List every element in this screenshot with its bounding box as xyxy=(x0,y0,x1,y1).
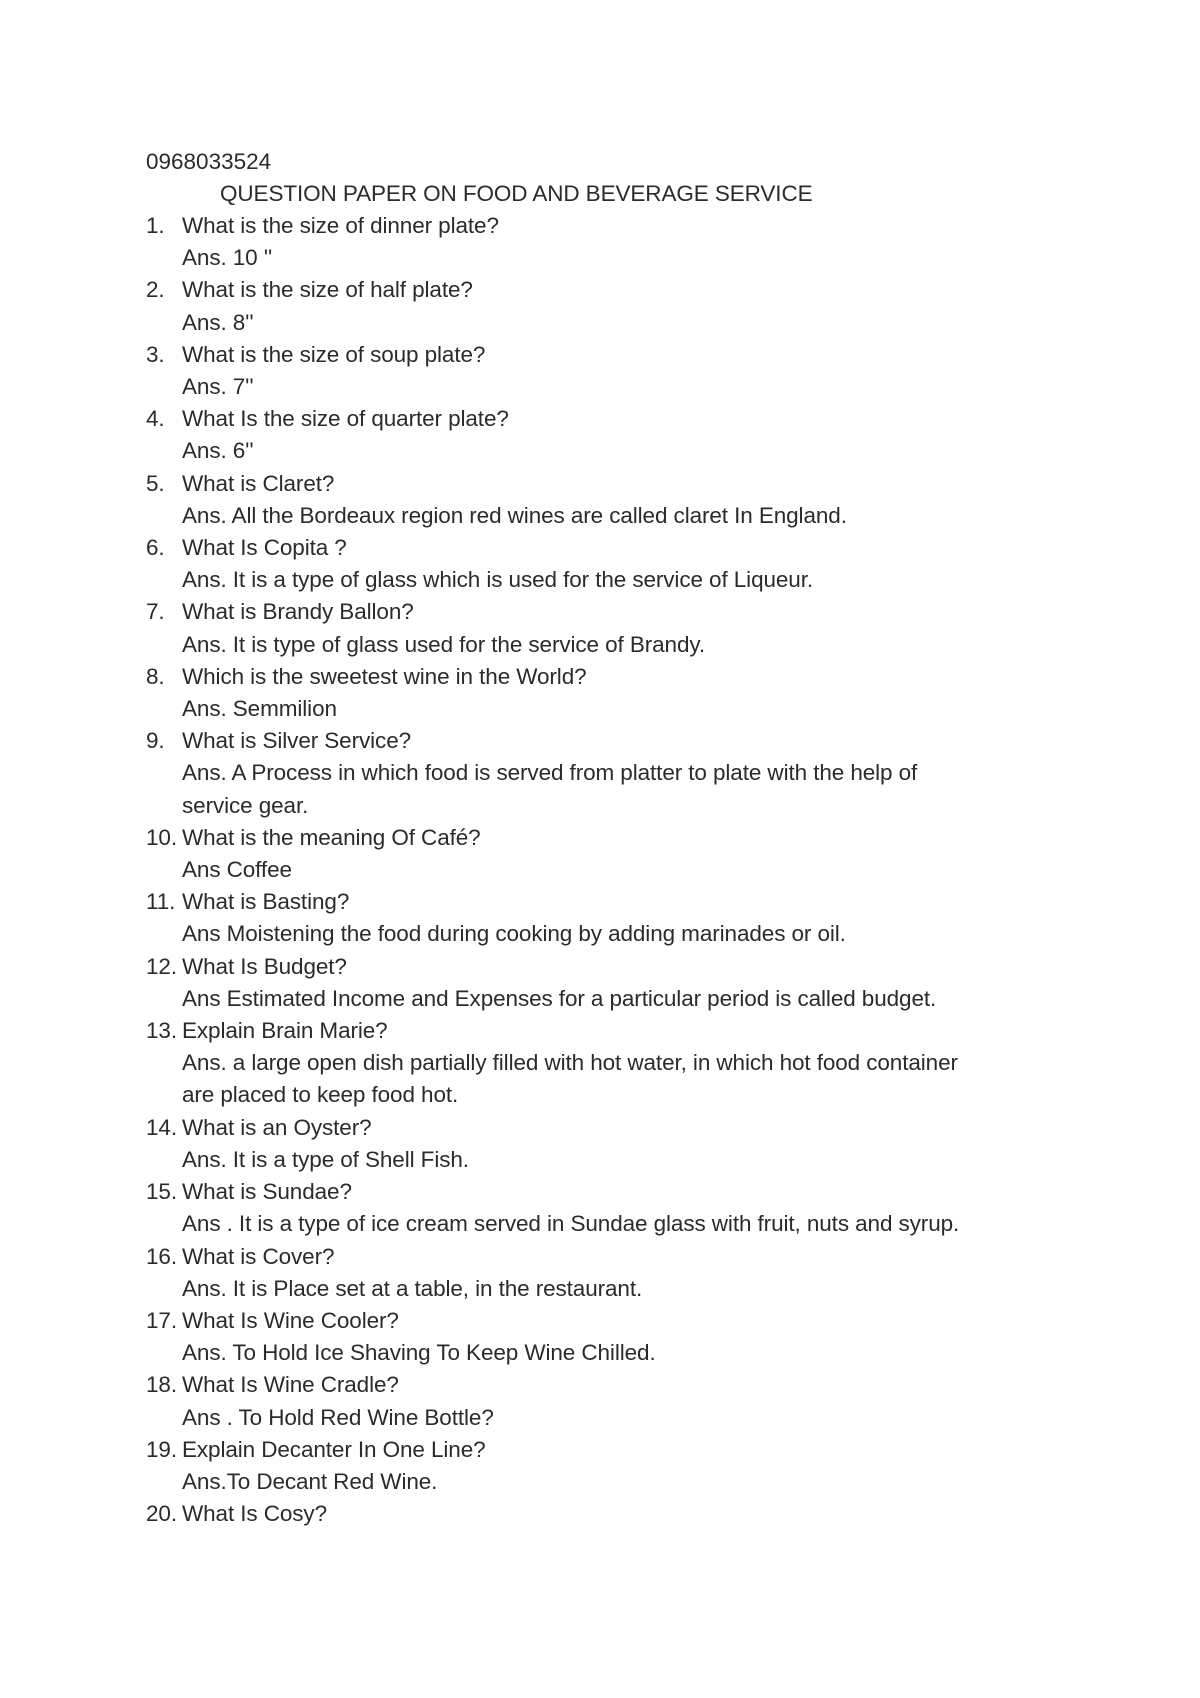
question-item xyxy=(0,951,1200,1015)
question-item xyxy=(0,1434,1200,1498)
question-item xyxy=(0,468,1200,532)
question-line xyxy=(0,661,1200,693)
question-item xyxy=(0,1498,1200,1530)
question-text: What is the size of soup plate? xyxy=(182,341,486,367)
question-number: 2. xyxy=(146,277,165,303)
document-title: QUESTION PAPER ON FOOD AND BEVERAGE SERVICE xyxy=(220,181,813,206)
question-line xyxy=(0,951,1200,983)
question-number: 10. xyxy=(146,824,177,850)
question-item xyxy=(0,1241,1200,1305)
answer-text: Ans . To Hold Red Wine Bottle? xyxy=(182,1404,494,1430)
question-item xyxy=(0,532,1200,596)
question-item xyxy=(0,1369,1200,1433)
question-text: What is Cover? xyxy=(182,1243,335,1269)
question-text: Explain Brain Marie? xyxy=(182,1018,388,1044)
answer-text: Ans. It is a type of glass which is used for the service of Liqueur. xyxy=(182,567,814,593)
answer-text: Ans Coffee xyxy=(182,857,292,883)
question-line xyxy=(0,1498,1200,1530)
question-line xyxy=(0,596,1200,628)
question-line xyxy=(0,1015,1200,1047)
question-number: 6. xyxy=(146,535,165,561)
question-text: What Is Wine Cooler? xyxy=(182,1307,399,1333)
question-item xyxy=(0,822,1200,886)
question-text: What is Sundae? xyxy=(182,1179,352,1205)
question-text: Explain Decanter In One Line? xyxy=(182,1436,486,1462)
question-number: 19. xyxy=(146,1436,177,1462)
question-text: What is Basting? xyxy=(182,889,350,915)
answer-text: Ans. A Process in which food is served from platter to plate with the help of xyxy=(182,760,918,786)
question-line xyxy=(0,274,1200,306)
question-text: What is the size of half plate? xyxy=(182,277,473,303)
question-line xyxy=(0,1434,1200,1466)
question-item xyxy=(0,886,1200,950)
question-text: What Is Wine Cradle? xyxy=(182,1372,399,1398)
question-number: 13. xyxy=(146,1018,177,1044)
answer-text: Ans. To Hold Ice Shaving To Keep Wine Chilled. xyxy=(182,1340,656,1366)
question-item xyxy=(0,210,1200,274)
question-number: 20. xyxy=(146,1501,177,1527)
question-number: 7. xyxy=(146,599,165,625)
answer-text: Ans Estimated Income and Expenses for a particular period is called budget. xyxy=(182,985,937,1011)
answer-text: Ans . It is a type of ice cream served in Sundae glass with fruit, nuts and syrup. xyxy=(182,1211,960,1237)
question-item xyxy=(0,274,1200,338)
question-line xyxy=(0,339,1200,371)
question-line xyxy=(0,1305,1200,1337)
question-line xyxy=(0,1112,1200,1144)
question-line xyxy=(0,403,1200,435)
answer-text: Ans. It is type of glass used for the service of Brandy. xyxy=(182,631,705,657)
question-item xyxy=(0,661,1200,725)
question-text: What Is Copita ? xyxy=(182,535,347,561)
question-number: 4. xyxy=(146,406,165,432)
question-number: 11. xyxy=(146,889,176,915)
question-item xyxy=(0,1015,1200,1112)
question-number: 1. xyxy=(146,213,165,238)
question-item xyxy=(0,1176,1200,1240)
question-number: 3. xyxy=(146,341,165,367)
question-line xyxy=(0,210,1200,242)
question-line xyxy=(0,886,1200,918)
answer-text: Ans. It is Place set at a table, in the restaurant. xyxy=(182,1275,643,1301)
question-text: What Is the size of quarter plate? xyxy=(182,406,509,432)
answer-text: Ans. a large open dish partially filled with hot water, in which hot food container xyxy=(182,1050,958,1076)
answer-text: Ans. Semmilion xyxy=(182,696,337,722)
question-number: 5. xyxy=(146,470,165,496)
question-number: 15. xyxy=(146,1179,177,1205)
question-number: 8. xyxy=(146,663,165,689)
question-item xyxy=(0,1112,1200,1176)
answer-text: are placed to keep food hot. xyxy=(182,1082,459,1108)
question-item xyxy=(0,403,1200,467)
question-item xyxy=(0,1305,1200,1369)
question-line xyxy=(0,1241,1200,1273)
answer-text: Ans.To Decant Red Wine. xyxy=(182,1468,438,1494)
question-text: What is Claret? xyxy=(182,470,335,496)
question-text: What Is Cosy? xyxy=(182,1501,327,1527)
question-number: 12. xyxy=(146,953,177,979)
question-line xyxy=(0,468,1200,500)
question-text: What is the meaning Of Café? xyxy=(182,824,481,850)
answer-text: Ans. 6'' xyxy=(182,438,254,464)
answer-text: Ans. 10 '' xyxy=(182,245,273,271)
question-answer-list xyxy=(0,210,1200,1530)
question-number: 17. xyxy=(146,1307,177,1333)
answer-text: service gear. xyxy=(182,792,309,818)
answer-text: Ans Moistening the food during cooking by adding marinades or oil. xyxy=(182,921,846,947)
question-line xyxy=(0,532,1200,564)
question-number: 18. xyxy=(146,1372,177,1398)
question-text: What is an Oyster? xyxy=(182,1114,372,1140)
question-text: What is Silver Service? xyxy=(182,728,412,754)
question-line xyxy=(0,1369,1200,1401)
question-number: 9. xyxy=(146,728,165,754)
answer-text: Ans. It is a type of Shell Fish. xyxy=(182,1146,469,1172)
question-text: What Is Budget? xyxy=(182,953,347,979)
question-number: 16. xyxy=(146,1243,177,1269)
question-text: What is Brandy Ballon? xyxy=(182,599,414,625)
answer-text: Ans. All the Bordeaux region red wines are called claret In England. xyxy=(182,502,847,528)
question-text: Which is the sweetest wine in the World? xyxy=(182,663,587,689)
question-number: 14. xyxy=(146,1114,177,1140)
answer-text: Ans. 7'' xyxy=(182,374,254,400)
question-line xyxy=(0,822,1200,854)
document-id-number: 0968033524 xyxy=(146,149,272,174)
question-item xyxy=(0,725,1200,822)
question-item xyxy=(0,596,1200,660)
question-line xyxy=(0,725,1200,757)
question-line xyxy=(0,1176,1200,1208)
question-text: What is the size of dinner plate? xyxy=(182,213,499,238)
answer-text: Ans. 8'' xyxy=(182,309,254,335)
question-item xyxy=(0,339,1200,403)
